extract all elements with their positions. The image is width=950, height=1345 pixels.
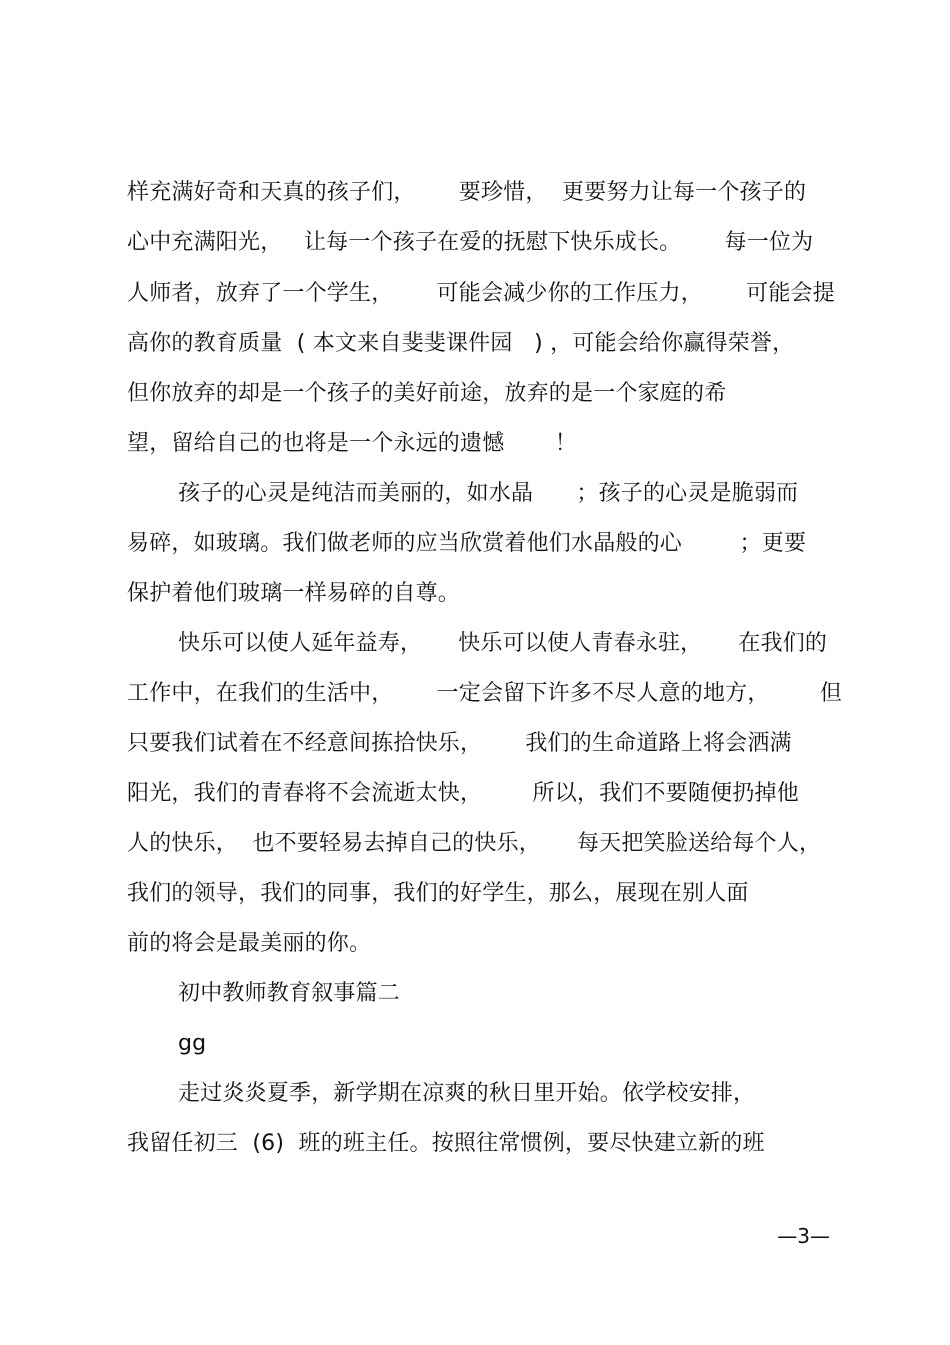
text-line: 只要我们试着在不经意间拣拾快乐， 我们的生命道路上将会洒满 — [127, 731, 792, 756]
text-line: 工作中，在我们的生活中， 一定会留下许多不尽人意的地方， 但 — [127, 681, 843, 706]
text-line: 阳光，我们的青春将不会流逝太快， 所以，我们不要随便扔掉他 — [127, 781, 799, 806]
text-line: 但你放弃的却是一个孩子的美好前途，放弃的是一个家庭的希 — [127, 381, 727, 406]
text-line: 心中充满阳光， 让每一个孩子在爱的抚慰下快乐成长。 每一位为 — [127, 230, 814, 255]
section-subtitle: gg — [178, 1031, 207, 1056]
text-line: 易碎，如玻璃。我们做老师的应当欣赏着他们水晶般的心 ；更要 — [127, 531, 807, 556]
text-line: 人师者，放弃了一个学生， 可能会减少你的工作压力， 可能会提 — [127, 281, 835, 306]
page-number: —3— — [777, 1224, 830, 1248]
paragraph-start-line: 走过炎炎夏季，新学期在凉爽的秋日里开始。依学校安排， — [178, 1081, 756, 1106]
section-title: 初中教师教育叙事篇二 — [178, 981, 401, 1006]
text-line: 前的将会是最美丽的你。 — [127, 931, 372, 956]
text-line: 望，留给自己的也将是一个永远的遗憾 ！ — [127, 431, 577, 456]
text-line: 保护着他们玻璃一样易碎的自尊。 — [127, 581, 461, 606]
text-line: 人的快乐， 也不要轻易去掉自己的快乐， 每天把笑脸送给每个人， — [127, 831, 822, 856]
text-line: 样充满好奇和天真的孩子们， 要珍惜， 更要努力让每一个孩子的 — [127, 180, 807, 205]
text-line: 高你的教育质量 ( 本文来自斐斐课件园 ) ，可能会给你赢得荣誉， — [127, 331, 795, 356]
text-line: 我们的领导，我们的同事，我们的好学生，那么，展现在别人面 — [127, 881, 749, 906]
text-line: 我留任初三 (6) 班的班主任。按照往常惯例，要尽快建立新的班 — [127, 1131, 765, 1156]
paragraph-start-line: 快乐可以使人延年益寿， 快乐可以使人青春永驻， 在我们的 — [178, 631, 828, 656]
paragraph-start-line: 孩子的心灵是纯洁而美丽的，如水晶 ；孩子的心灵是脆弱而 — [178, 481, 799, 506]
